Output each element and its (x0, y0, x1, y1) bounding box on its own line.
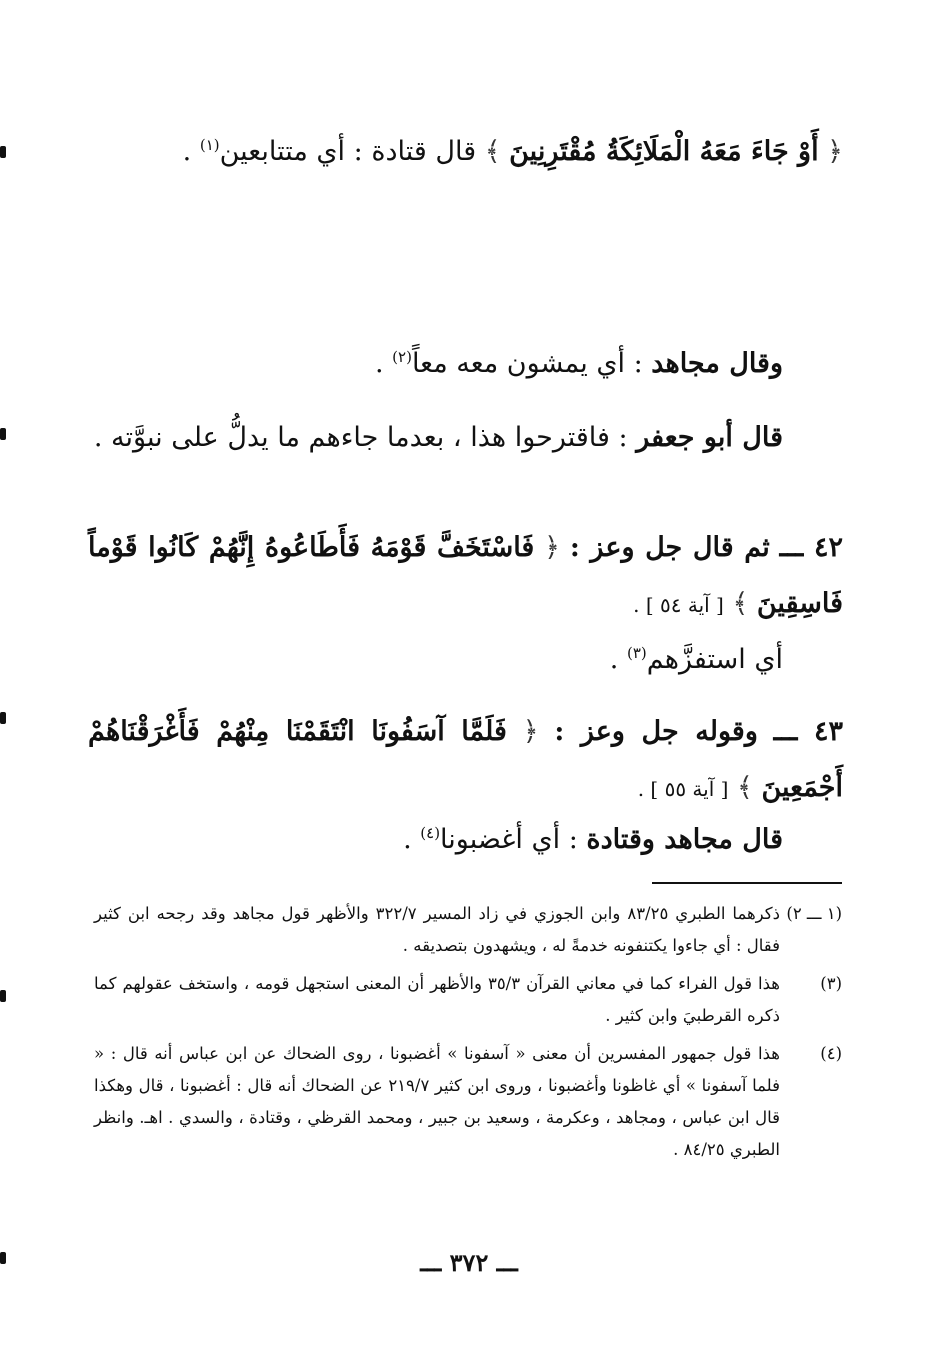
sentence-end: . (403, 824, 412, 855)
commentary-text: قال قتادة : أي متتابعين (219, 136, 477, 167)
paragraph-1 (88, 124, 843, 180)
quran-verse: أَوْ جَاءَ مَعَهُ الْمَلَائِكَةُ مُقْتَرِنِينَ (509, 136, 819, 167)
footnote-1-2 (94, 898, 842, 962)
commentary-text: : أي يمشون معه معاً (411, 348, 643, 379)
paragraph-2 (28, 336, 843, 392)
footnotes-section (94, 898, 842, 1172)
quran-open-bracket: ﴿ (522, 716, 539, 747)
footnote-number: (١ ـــ ٢) (786, 904, 842, 923)
scan-edge-mark (0, 146, 6, 158)
footnote-text: هذا قول جمهور المفسرين أن معنى « آسفونا » أغضبونا ، روى الضحاك عن ابن عباس أنه قال : « فلما آسفونا » أي غاظونا وأغضبونا ، وروى ابن كثير ٢١٩/٧ عن الضحاك أنه قال : أغضبونا ، قال وهكذا قال ابن عباس ، ومجاهد ، وعكرمة ، وسعيد بن جبير ، ومحمد القرظي ، وقتادة ، والسدي . اهـ. وانظر الطبري ٨٤/٢٥ . (94, 1044, 780, 1159)
quran-verse: فَاسْتَخَفَّ قَوْمَهُ فَأَطَاعُوهُ إِنَّهُمْ كَانُوا قَوْماً فَاسِقِينَ (88, 532, 843, 619)
paragraph-verse-42 (88, 520, 843, 633)
page-number: ـــ ٣٧٢ ـــ (420, 1248, 518, 1277)
scan-edge-mark (0, 428, 6, 440)
footnote-divider (652, 882, 842, 884)
footnote-ref[interactable]: (٤) (420, 824, 441, 842)
commentary-text: : فاقترحوا هذا ، بعدما جاءهم ما يدلُّ على نبوَّته . (93, 422, 628, 453)
quran-close-bracket: ﴾ (737, 772, 753, 803)
scan-edge-mark (0, 1252, 6, 1264)
commentary-text: : أي أغضبونا (440, 824, 578, 855)
sentence-end: . (374, 348, 384, 379)
verse-lead: ثم قال جل وعز : (569, 532, 770, 563)
ayah-reference: [ آية ٥٤ ] . (633, 593, 724, 617)
scan-edge-mark (0, 712, 6, 724)
paragraph-7 (28, 812, 843, 868)
footnote-number: (٤) (820, 1044, 842, 1063)
footnote-3 (94, 968, 842, 1032)
sentence-end: . (182, 136, 192, 167)
footnote-4 (94, 1038, 842, 1166)
quran-verse: فَلَمَّا آسَفُونَا انْتَقَمْنَا مِنْهُمْ فَأَغْرَقْنَاهُمْ أَجْمَعِينَ (88, 716, 843, 803)
verse-number: ٤٢ ـــ (779, 532, 843, 563)
quran-open-bracket: ﴿ (827, 136, 843, 167)
paragraph-verse-43 (88, 704, 843, 817)
speaker-name: قال مجاهد وقتادة (586, 824, 783, 855)
footnote-ref[interactable]: (١) (199, 136, 220, 154)
footnote-ref[interactable]: (٣) (626, 644, 647, 662)
footnote-text: هذا قول الفراء كما في معاني القرآن ٣٥/٣ والأظهر أن المعنى استجهل قومه ، واستخف عقولهم كما ذكره القرطبيَ وابن كثير . (94, 974, 781, 1025)
footnote-number: (٣) (820, 974, 842, 993)
paragraph-3 (28, 410, 843, 466)
quran-close-bracket: ﴾ (732, 588, 749, 619)
speaker-name: قال أبو جعفر (636, 422, 783, 453)
quran-open-bracket: ﴿ (544, 532, 560, 563)
sentence-end: . (609, 644, 619, 675)
commentary-text: أي استفزَّهم (646, 644, 783, 675)
footnote-text: ذكرهما الطبري ٨٣/٢٥ وابن الجوزي في زاد المسير ٣٢٢/٧ والأظهر قول مجاهد وقد رجحه ابن كثير فقال : أي جاءوا يكتنفونه خدمةً له ، ويشهدون بتصديقه . (94, 904, 780, 955)
verse-number: ٤٣ ـــ (773, 716, 843, 747)
speaker-name: وقال مجاهد (651, 348, 783, 379)
verse-lead: وقوله جل وعز : (554, 716, 758, 747)
footnote-ref[interactable]: (٢) (392, 348, 412, 366)
scan-edge-mark (0, 990, 6, 1002)
ayah-reference: [ آية ٥٥ ] . (637, 777, 729, 801)
quran-close-bracket: ﴾ (484, 136, 501, 167)
paragraph-5 (28, 632, 843, 688)
